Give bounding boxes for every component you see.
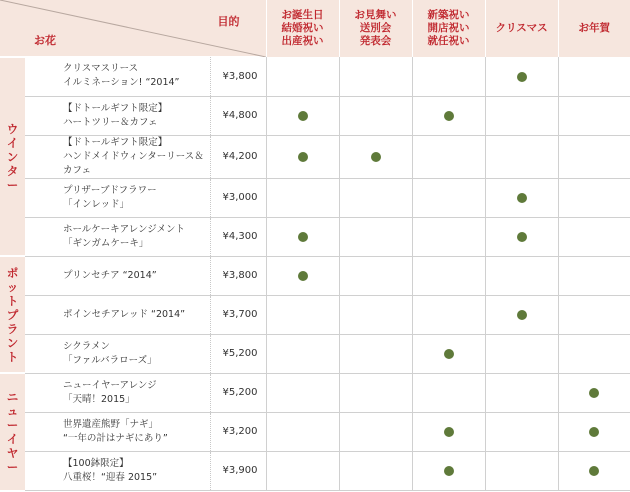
purpose-header-line: 出産祝い <box>281 35 324 47</box>
purpose-cell-1 <box>339 373 412 412</box>
purpose-cell-2 <box>412 373 485 412</box>
product-name-line: 【ドトールギフト限定】 <box>63 136 168 148</box>
product-name-line: 「天晴！2015」 <box>63 393 135 405</box>
product-name <box>25 217 210 256</box>
product-name <box>25 96 210 135</box>
product-name <box>25 178 210 217</box>
category-label-char: プ <box>6 307 19 322</box>
category-label-char: ン <box>6 335 19 350</box>
table-row <box>0 412 630 451</box>
product-name-line: 【100鉢限定】 <box>63 457 129 469</box>
product-name-line: ホールケーキアレンジメント <box>63 223 185 235</box>
purpose-header-0 <box>266 0 339 57</box>
header-row <box>0 0 630 57</box>
purpose-cell-2 <box>412 178 485 217</box>
product-price: ¥3,800 <box>210 57 266 96</box>
product-name <box>25 295 210 334</box>
suitable-dot-icon <box>589 466 599 476</box>
product-name-line: ハンドメイドウィンターリース＆カフェ <box>63 150 204 176</box>
purpose-cell-1 <box>339 178 412 217</box>
category-label-char: ッ <box>6 279 19 294</box>
product-name-line: 「インレッド」 <box>63 198 130 210</box>
purpose-cell-3 <box>485 451 558 490</box>
table-row <box>0 57 630 96</box>
product-price: ¥4,300 <box>210 217 266 256</box>
purpose-cell-2 <box>412 96 485 135</box>
purpose-cell-0 <box>266 57 339 96</box>
purpose-cell-3 <box>485 178 558 217</box>
suitable-dot-icon <box>444 427 454 437</box>
purpose-cell-4 <box>558 334 630 373</box>
category-label-char: ト <box>6 293 19 308</box>
category-label-char: タ <box>6 163 19 178</box>
purpose-cell-0 <box>266 373 339 412</box>
purpose-header-1 <box>339 0 412 57</box>
purpose-cell-0 <box>266 135 339 178</box>
product-name <box>25 57 210 96</box>
purpose-cell-4 <box>558 96 630 135</box>
category-label-char: ー <box>6 177 19 192</box>
suitable-dot-icon <box>298 152 308 162</box>
purpose-header-line: お見舞い <box>354 9 397 21</box>
product-name-line: ハートツリー＆カフェ <box>63 116 158 128</box>
product-name <box>25 135 210 178</box>
category-label-char: ポ <box>6 265 19 280</box>
purpose-cell-3 <box>485 256 558 295</box>
category-label-char: ー <box>6 460 19 474</box>
product-name <box>25 412 210 451</box>
product-name <box>25 373 210 412</box>
purpose-cell-1 <box>339 412 412 451</box>
product-name-line: 八重桜！“迎春 2015” <box>63 471 158 483</box>
purpose-cell-4 <box>558 451 630 490</box>
purpose-cell-1 <box>339 334 412 373</box>
product-name <box>25 451 210 490</box>
suitable-dot-icon <box>517 72 527 82</box>
header-corner <box>0 0 266 57</box>
purpose-cell-3 <box>485 412 558 451</box>
purpose-cell-2 <box>412 135 485 178</box>
product-price: ¥3,000 <box>210 178 266 217</box>
purpose-cell-2 <box>412 412 485 451</box>
suitable-dot-icon <box>589 388 599 398</box>
purpose-cell-3 <box>485 96 558 135</box>
category-label-char: ト <box>6 349 19 364</box>
category-label-char: ニ <box>6 390 19 404</box>
product-name-line: クリスマスリース <box>63 63 139 75</box>
suitable-dot-icon <box>589 427 599 437</box>
suitable-dot-icon <box>444 466 454 476</box>
suitable-dot-icon <box>298 232 308 242</box>
purpose-cell-0 <box>266 295 339 334</box>
category-label <box>0 373 25 490</box>
purpose-header-line: 就任祝い <box>427 35 470 47</box>
table-body <box>0 57 630 490</box>
purpose-cell-4 <box>558 256 630 295</box>
product-price: ¥3,200 <box>210 412 266 451</box>
product-name-line: 【ドトールギフト限定】 <box>63 102 168 114</box>
purpose-cell-3 <box>485 217 558 256</box>
table-row <box>0 178 630 217</box>
product-name-line: プリザーブドフラワー <box>63 184 157 196</box>
product-name-line: イルミネーション! “2014” <box>63 77 180 89</box>
purpose-header-line: クリスマス <box>495 22 548 34</box>
product-name-line: 「ファルバラローズ」 <box>63 354 157 366</box>
table-row <box>0 334 630 373</box>
purpose-cell-3 <box>485 135 558 178</box>
product-price: ¥3,900 <box>210 451 266 490</box>
category-label-char: ラ <box>6 321 19 336</box>
purpose-cell-4 <box>558 178 630 217</box>
table-row <box>0 96 630 135</box>
product-price: ¥4,800 <box>210 96 266 135</box>
product-price: ¥5,200 <box>210 373 266 412</box>
table-row <box>0 256 630 295</box>
product-price: ¥5,200 <box>210 334 266 373</box>
purpose-cell-1 <box>339 256 412 295</box>
purpose-header-line: 発表会 <box>359 35 392 47</box>
purpose-cell-1 <box>339 217 412 256</box>
category-label-char: ン <box>6 149 19 164</box>
product-name <box>25 256 210 295</box>
purpose-cell-4 <box>558 135 630 178</box>
purpose-header-line: 開店祝い <box>427 22 470 34</box>
suitable-dot-icon <box>298 111 308 121</box>
purpose-header-line: 結婚祝い <box>281 22 324 34</box>
purpose-cell-2 <box>412 451 485 490</box>
suitable-dot-icon <box>517 193 527 203</box>
product-name-line: 「ギンガムケーキ」 <box>63 237 149 249</box>
product-name-line: プリンセチア “2014” <box>63 269 157 281</box>
product-name-line: 世界遺産熊野「ナギ」 <box>63 418 159 430</box>
category-label-char: ウ <box>6 121 19 136</box>
category-label-char: ー <box>6 418 19 432</box>
purpose-cell-0 <box>266 334 339 373</box>
product-name-line: “一年の計はナギにあり” <box>63 432 168 444</box>
purpose-cell-0 <box>266 256 339 295</box>
product-name <box>25 334 210 373</box>
product-name-line: ポインセチアレッド “2014” <box>63 308 186 320</box>
purpose-cell-4 <box>558 57 630 96</box>
product-name-line: シクラメン <box>63 340 111 352</box>
category-label <box>0 256 25 373</box>
purpose-cell-4 <box>558 412 630 451</box>
purpose-header-4 <box>558 0 630 57</box>
table-row <box>0 217 630 256</box>
category-label-char: イ <box>6 432 19 446</box>
flower-axis-label: お花 <box>34 34 56 47</box>
purpose-cell-1 <box>339 295 412 334</box>
purpose-cell-1 <box>339 57 412 96</box>
category-label-char: イ <box>6 135 19 150</box>
purpose-cell-3 <box>485 295 558 334</box>
purpose-header-line: 送別会 <box>359 22 392 34</box>
purpose-cell-2 <box>412 295 485 334</box>
suitable-dot-icon <box>298 271 308 281</box>
suitable-dot-icon <box>371 152 381 162</box>
suitable-dot-icon <box>444 111 454 121</box>
purpose-cell-1 <box>339 135 412 178</box>
purpose-cell-0 <box>266 412 339 451</box>
purpose-header-line: お年賀 <box>578 22 611 34</box>
purpose-cell-2 <box>412 57 485 96</box>
purpose-cell-0 <box>266 451 339 490</box>
product-price: ¥3,800 <box>210 256 266 295</box>
purpose-cell-2 <box>412 217 485 256</box>
purpose-cell-4 <box>558 295 630 334</box>
product-name-line: ニューイヤーアレンジ <box>63 379 157 391</box>
table-row <box>0 451 630 490</box>
purpose-header-line: 新築祝い <box>427 9 470 21</box>
category-label-char: ュ <box>6 404 19 418</box>
purpose-cell-4 <box>558 373 630 412</box>
product-price: ¥3,700 <box>210 295 266 334</box>
purpose-cell-1 <box>339 451 412 490</box>
product-price: ¥4,200 <box>210 135 266 178</box>
purpose-axis-label: 目的 <box>217 15 240 28</box>
purpose-cell-3 <box>485 57 558 96</box>
suitable-dot-icon <box>444 349 454 359</box>
purpose-cell-0 <box>266 178 339 217</box>
purpose-cell-0 <box>266 96 339 135</box>
purpose-header-line: お誕生日 <box>281 9 324 21</box>
purpose-cell-4 <box>558 217 630 256</box>
purpose-header-3 <box>485 0 558 57</box>
purpose-header-2 <box>412 0 485 57</box>
category-label <box>0 57 25 256</box>
purpose-cell-0 <box>266 217 339 256</box>
category-label-char: ヤ <box>6 446 19 460</box>
purpose-cell-2 <box>412 334 485 373</box>
purpose-cell-3 <box>485 373 558 412</box>
purpose-cell-3 <box>485 334 558 373</box>
purpose-cell-2 <box>412 256 485 295</box>
purpose-cell-1 <box>339 96 412 135</box>
table-row <box>0 295 630 334</box>
suitable-dot-icon <box>517 232 527 242</box>
table-row <box>0 135 630 178</box>
suitable-dot-icon <box>517 310 527 320</box>
table-row <box>0 373 630 412</box>
